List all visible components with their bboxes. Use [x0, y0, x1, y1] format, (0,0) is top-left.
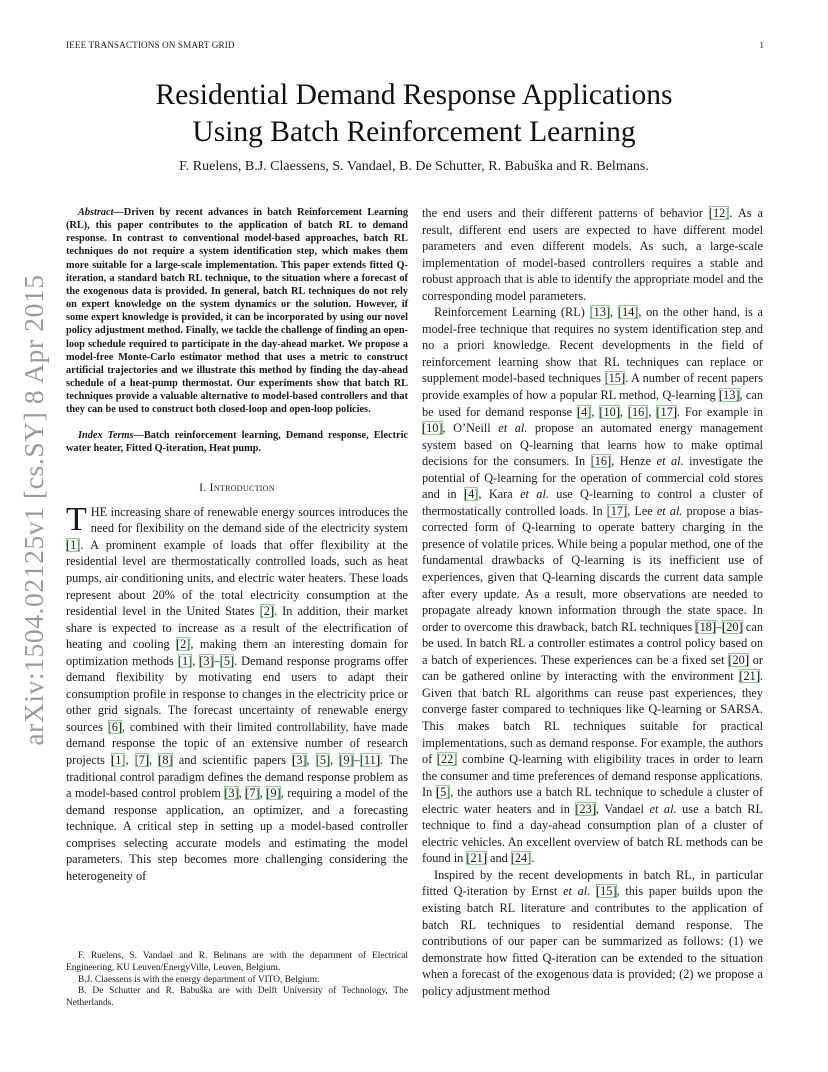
intro-paragraph-1 [66, 500, 408, 885]
arxiv-watermark [10, 260, 58, 760]
citation-link[interactable]: [17] [606, 503, 628, 518]
citation-link[interactable]: [3] [224, 786, 239, 801]
footnote-affiliation-3: B. De Schutter and R. Babuška are with Delft University of Technology, The Netherlands. [66, 986, 408, 1009]
citation-link[interactable]: [10] [599, 404, 620, 419]
paper-title [60, 77, 768, 151]
abstract [66, 206, 408, 417]
citation-link[interactable]: [5] [436, 785, 451, 800]
paper-title-line-2: Using Batch Reinforcement Learning [192, 116, 636, 148]
citation-link[interactable]: [20] [722, 619, 743, 634]
right-column [422, 205, 763, 999]
citation-link[interactable]: [21] [466, 851, 487, 866]
footnotes [66, 951, 408, 1010]
citation-link[interactable]: [9] [339, 753, 354, 768]
citation-link[interactable]: [7] [245, 786, 260, 801]
citation-link[interactable]: [9] [266, 786, 281, 801]
citation-link[interactable]: [1] [111, 753, 126, 768]
right-paragraph-2: Reinforcement Learning (RL) [13], [14], on the other hand, is a model-free technique that requires no system identification step and no a priori knowledge. Recent developments in the field of reinforcement learning show that RL techniques can replace or supplement model-based techniques [15]. A number of recent papers provide examples of how a popular RL method, Q-learning [13], can be used for demand response [4], [10], [16], [17]. For example in [10], O’Neill et al. propose an automated energy management system based on Q-learning that learns how to make optimal decisions for the consumers. In [16], Henze et al. investigate the potential of Q-learning for the operation of commercial cold stores and in [4], Kara et al. use Q-learning to control a cluster of thermostatically controlled loads. In [17], Lee et al. propose a bias-corrected form of Q-learning to operate battery charging in the presence of volatile prices. While being a popular method, one of the fundamental drawbacks of Q-learning is its inefficient use of experiences, given that Q-learning discards the current data sample after every update. As a result, more observations are needed to propagate already known information through the state space. In order to overcome this drawback, batch RL techniques [18]–[20] can be used. In batch RL a controller estimates a control policy based on a batch of experiences. These experiences can be a fixed set [20] or can be gathered online by interacting with the environment [21]. Given that batch RL algorithms can reuse past experiences, they converge faster compared to techniques like Q-learning or SARSA. This makes batch RL techniques suitable for practical implementations, such as demand response. For example, the authors of [22] combine Q-learning with eligibility traces in order to learn the consumer and time preferences of demand response applications. In [5], the authors use a batch RL technique to schedule a cluster of electric water heaters and in [23], Vandael et al. use a batch RL technique to find a day-ahead consumption plan of a cluster of electric vehicles. An excellent overview of batch RL methods can be found in [21] and [24]. [422, 305, 764, 866]
left-column [66, 206, 408, 884]
citation-link[interactable]: [12] [708, 206, 730, 220]
abstract-label: Abstract [78, 207, 114, 218]
citation-link[interactable]: [3] [199, 653, 214, 668]
citation-link[interactable]: [5] [315, 753, 331, 768]
right-paragraph-3: Inspired by the recent developments in batch RL, in particular fitted Q-iteration by Ernst et al. [15], this paper builds upon the existing batch RL literature and contributes to the application of batch RL techniques to residential demand response. The contributions of our paper can be summarized as follows: (1) we demonstrate how fitted Q-iteration can be extended to the situation when a forecast of the exogenous data is provided; (2) we propose a policy adjustment method [422, 867, 764, 998]
citation-link[interactable]: [1] [177, 653, 193, 668]
footnote-affiliation-2: B.J. Claessens is with the energy department of VITO, Belgium. [78, 974, 320, 985]
citation-link[interactable]: [11] [359, 753, 380, 768]
citation-link[interactable]: [4] [464, 487, 479, 502]
citation-link[interactable]: [7] [134, 753, 150, 768]
citation-link[interactable]: [15] [596, 884, 617, 899]
paper-title-line-1: Residential Demand Response Applications [155, 79, 673, 111]
citation-link[interactable]: [23] [575, 801, 596, 816]
citation-link[interactable]: [13] [719, 388, 740, 403]
index-terms-label: Index Terms [78, 429, 134, 441]
running-header-journal: IEEE TRANSACTIONS ON SMART GRID [66, 40, 235, 50]
et-al-text: et al. [656, 454, 684, 469]
section-title: Introduction [209, 480, 275, 494]
right-paragraph-1: the end users and their different patterns of behavior [12]. As a result, different end users are expected to have different model parameters and even different models. As such, a large-scale implementation of model-based controllers requires a stable and robust approach that is able to identify the appropriate model and the corresponding model parameters. [422, 206, 764, 303]
citation-link[interactable]: [22] [436, 752, 458, 767]
citation-link[interactable]: [5] [219, 653, 235, 668]
index-terms-text: —Batch reinforcement learning, Demand response, Electric water heater, Fitted Q-iteration, Heat pump. [66, 429, 408, 454]
citation-link[interactable]: [2] [176, 637, 191, 652]
citation-link[interactable]: [8] [158, 753, 173, 768]
running-header-page-number: 1 [759, 40, 764, 50]
footnote-affiliation-1: F. Ruelens, S. Vandael and R. Belmans are with the department of Electrical Engineering, KU Leuven/EnergyVille, Leuven, Belgium. [66, 951, 408, 973]
author-list: F. Ruelens, B.J. Claessens, S. Vandael, B. De Schutter, R. Babuška and R. Belmans. [179, 159, 649, 174]
citation-link[interactable]: [6] [107, 719, 122, 734]
et-al-text: et al. [498, 421, 528, 436]
citation-link[interactable]: [10] [422, 421, 443, 436]
citation-link[interactable]: [17] [656, 404, 677, 419]
citation-link[interactable]: [1] [66, 537, 81, 552]
index-terms [66, 429, 408, 455]
citation-link[interactable]: [15] [604, 371, 626, 386]
intro-paragraph-1-body: increasing share of renewable energy sources introduces the need for flexibility on the demand side of the electricity system [1]. A prominent example of loads that offer flexibility at the residential level are thermostatically controlled loads, such as heat pumps, air conditioning units, and electric water heaters. These loads represent about 20% of the total electricity consumption at the residential level in the United States [2]. In addition, their market share is expected to increase as a result of the electrification of heating and cooling [2], making them an interesting domain for optimization methods [1], [3]–[5]. Demand response programs offer demand flexibility by motivating end users to adapt their consumption profile in response to changes in the electricity price or other grid signals. The forecast uncertainty of renewable energy sources [6], combined with their limited controllability, have made demand response the topic of an extensive number of research projects [1], [7], [8] and scientific papers [3], [5], [9]–[11]. The traditional control paradigm defines the demand response problem as a model-based control problem [3], [7], [9], requiring a model of the demand response application, an optimizer, and a forecasting technique. A critical step in setting up a model-based controller comprises selecting accurate models and estimating the model parameters. This step becomes more challenging considering the heterogeneity of [66, 504, 408, 883]
arxiv-identifier: arXiv:1504.02125v1 [cs.SY] 8 Apr 2015 [18, 274, 49, 746]
citation-link[interactable]: [2] [259, 604, 274, 619]
abstract-text: —Driven by recent advances in batch Reinforcement Learning (RL), this paper contributes to the application of batch RL to demand response. In contrast to conventional model-based approaches, batch RL techniques do not require a system identification step, which makes them more suitable for a large-scale implementation. This paper extends fitted Q-iteration, a standard batch RL technique, to the situation where a forecast of the exogenous data is provided. In general, batch RL techniques do not rely on expert knowledge on the system dynamics or the solution. However, if some expert knowledge is provided, it can be incorporated by using our novel policy adjustment method. Finally, we tackle the challenge of finding an open-loop schedule required to participate in the day-ahead market. We propose a model-free Monte-Carlo estimator method that uses a metric to construct artificial trajectories and we illustrate this method by finding the day-ahead schedule of a heat-pump thermostat. Our experiments show that batch RL techniques provide a valuable alternative to model-based controllers and that they can be used to construct both closed-loop and open-loop policies. [66, 207, 408, 416]
section-number: I. [199, 480, 210, 494]
citation-link[interactable]: [18] [695, 619, 716, 634]
section-heading-introduction [66, 481, 408, 494]
et-al-text: et al. [563, 884, 591, 899]
et-al-text: et al. [520, 487, 549, 502]
et-al-text: et al. [649, 801, 677, 816]
citation-link[interactable]: [20] [728, 652, 749, 667]
citation-link[interactable]: [13] [589, 305, 611, 320]
citation-link[interactable]: [16] [627, 404, 649, 419]
drop-cap: T [66, 500, 87, 538]
intro-lead-word: HE [90, 504, 108, 519]
citation-link[interactable]: [4] [577, 404, 592, 419]
citation-link[interactable]: [16] [590, 454, 612, 469]
citation-link[interactable]: [3] [292, 753, 307, 768]
et-al-text: et al. [656, 503, 683, 518]
citation-link[interactable]: [21] [739, 669, 760, 684]
citation-link[interactable]: [24] [510, 851, 532, 866]
citation-link[interactable]: [14] [617, 305, 639, 320]
